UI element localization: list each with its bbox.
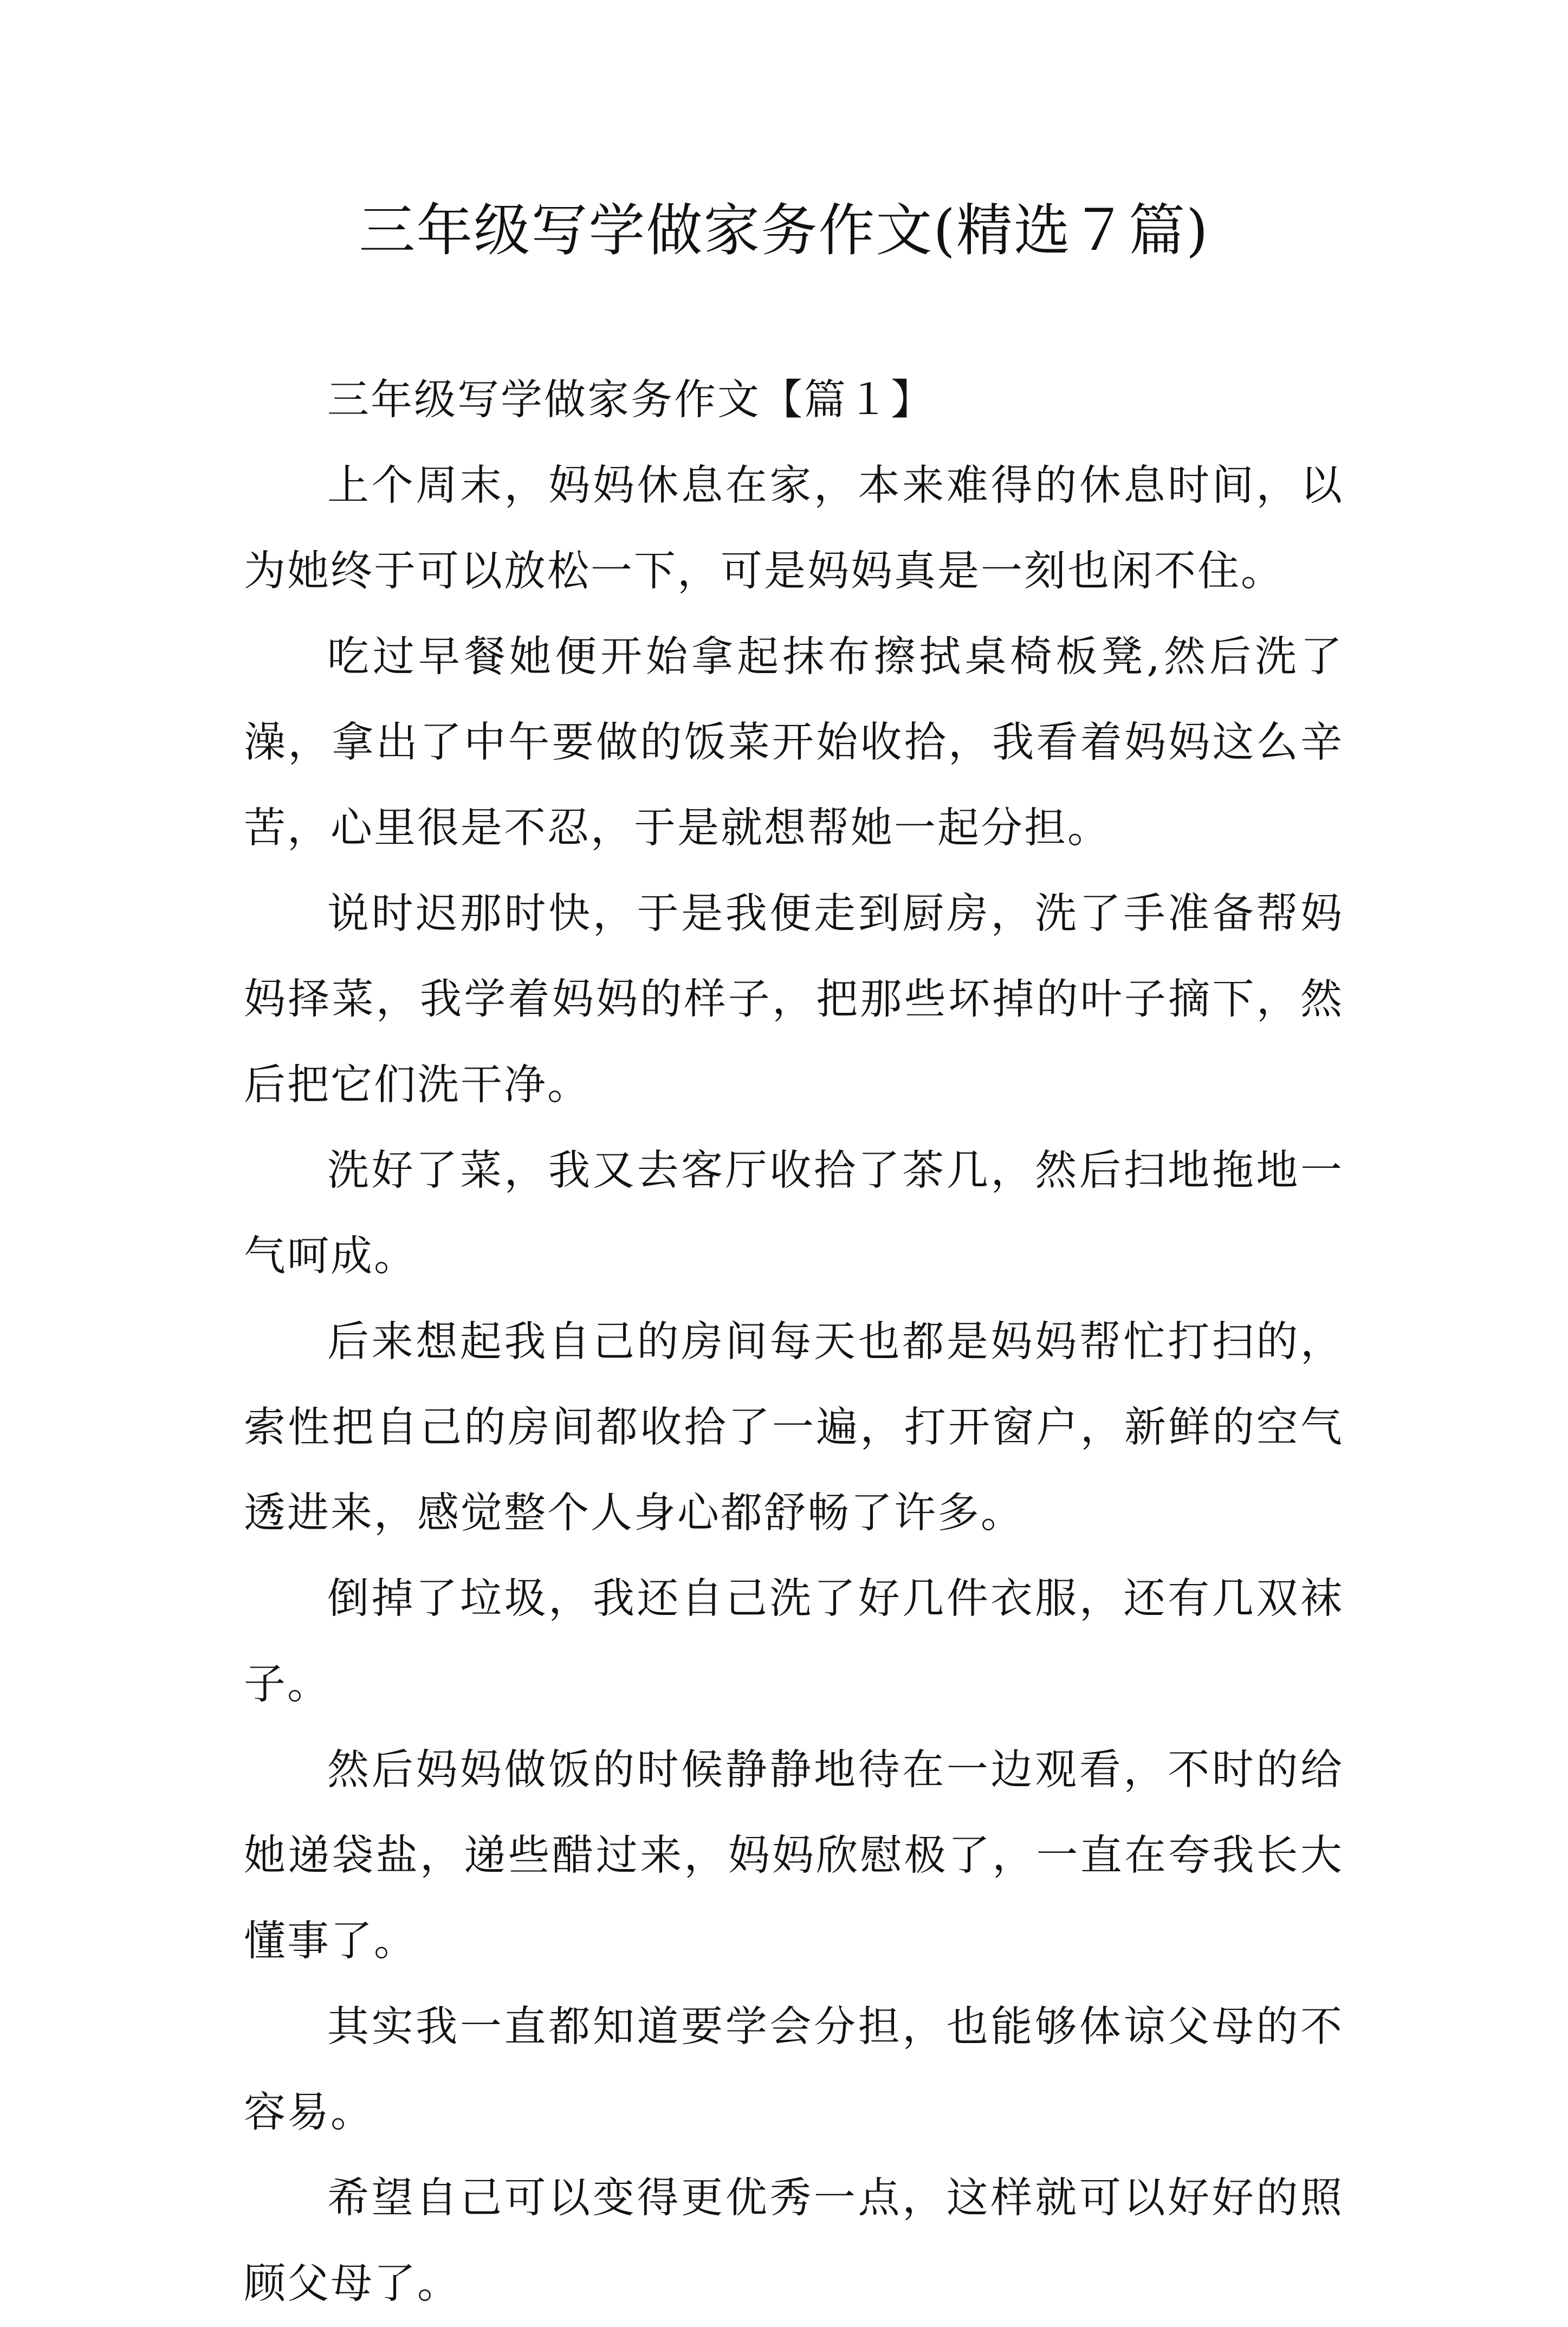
section-heading: 三年级写学做家务作文【篇１】 xyxy=(327,376,934,424)
paragraph: 希望自己可以变得更优秀一点，这样就可以好好的照顾父母了。 xyxy=(244,2174,1344,2308)
paragraph: 上个周末，妈妈休息在家，本来难得的休息时间，以为她终于可以放松一下，可是妈妈真是一刻也闲不住。 xyxy=(244,462,1344,596)
document-title: 三年级写学做家务作文(精选７篇) xyxy=(359,197,1209,263)
paragraph: 后来想起我自己的房间每天也都是妈妈帮忙打扫的，索性把自己的房间都收拾了一遍，打开窗户，新鲜的空气透进来，感觉整个人身心都舒畅了许多。 xyxy=(244,1318,1344,1537)
paragraph: 倒掉了垃圾，我还自己洗了好几件衣服，还有几双袜子。 xyxy=(244,1575,1344,1709)
paragraph: 其实我一直都知道要学会分担，也能够体谅父母的不容易。 xyxy=(244,2003,1344,2137)
paragraph: 然后妈妈做饭的时候静静地待在一边观看，不时的给她递袋盐，递些醋过来，妈妈欣慰极了，一直在夸我长大懂事了。 xyxy=(244,1746,1344,1966)
paragraph: 吃过早餐她便开始拿起抹布擦拭桌椅板凳,然后洗了澡，拿出了中午要做的饭菜开始收拾，我看着妈妈这么辛苦，心里很是不忍，于是就想帮她一起分担。 xyxy=(244,633,1344,852)
paragraph: 洗好了菜，我又去客厅收拾了茶几，然后扫地拖地一气呵成。 xyxy=(244,1147,1344,1281)
paragraph: 说时迟那时快，于是我便走到厨房，洗了手准备帮妈妈择菜，我学着妈妈的样子，把那些坏掉的叶子摘下，然后把它们洗干净。 xyxy=(244,890,1344,1109)
document-body xyxy=(244,358,1344,2327)
